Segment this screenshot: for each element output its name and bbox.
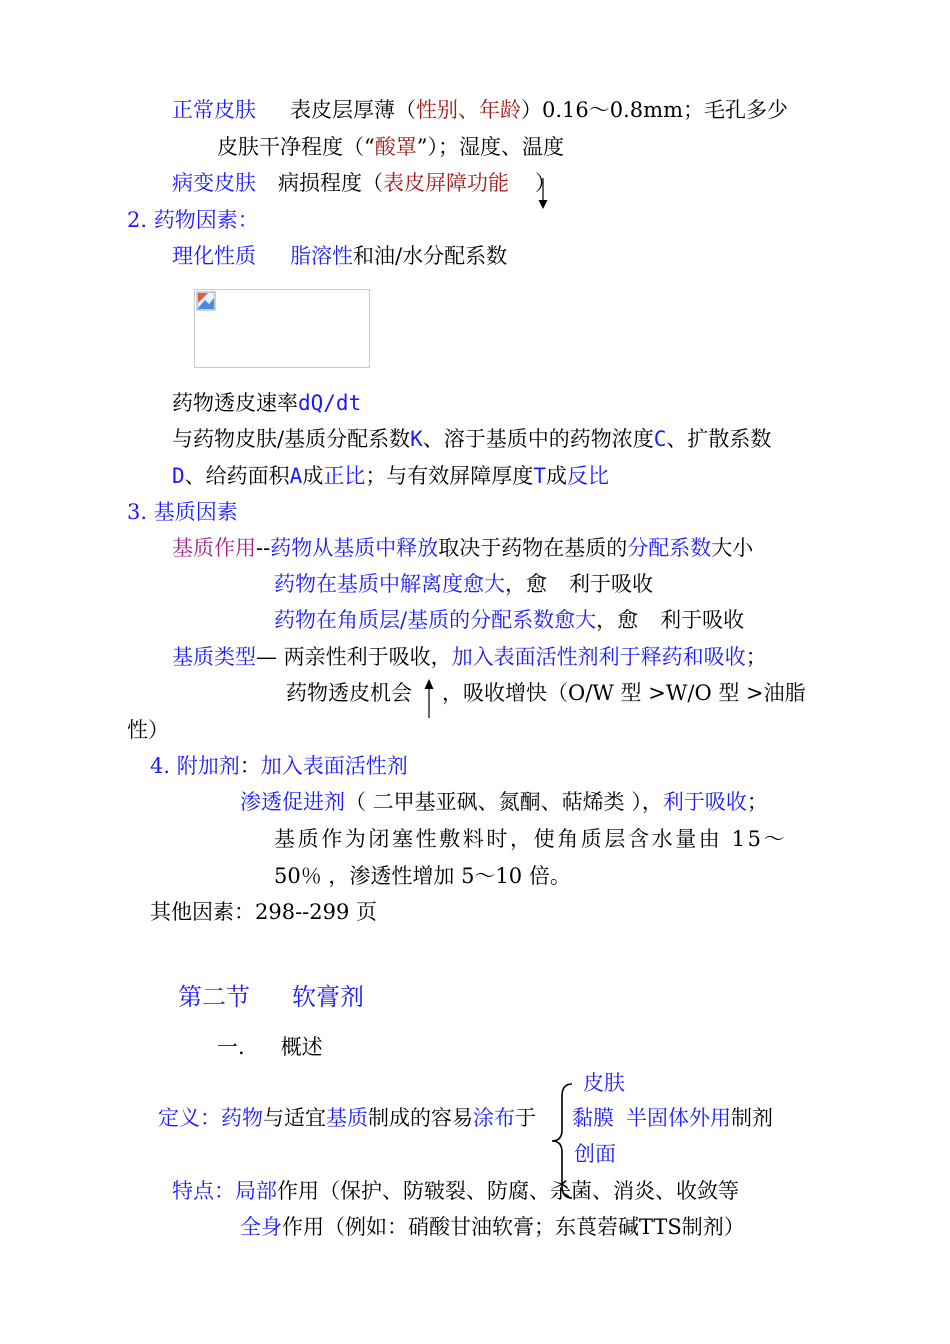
dash-text: -- <box>256 536 271 560</box>
line-base-type <box>172 647 767 668</box>
amphiphilic-text: — 两亲性利于吸收， <box>256 645 452 669</box>
add-surfactant-text: 加入表面活性剂 <box>260 754 408 778</box>
direct-proportion-text: 正比 <box>323 464 366 488</box>
symbol-c: C <box>653 427 667 451</box>
absorption-order-text: ，吸收增快（O/W 型 >W/O 型 >油脂 <box>442 681 806 705</box>
stratum-partition-text: 药物在角质层/基质的分配系数愈大 <box>274 608 597 632</box>
section-title: 软膏剂 <box>292 983 364 1011</box>
barrier-function-text: 表皮屏障功能 <box>383 171 509 195</box>
line-other-factors: 其他因素：298--299 页 <box>150 900 378 924</box>
systemic-text: 全身 <box>240 1215 282 1239</box>
line-proportionality <box>172 466 609 487</box>
lipophilicity-text: 脂溶性 <box>290 244 353 268</box>
epidermis-thickness-text: 表皮层厚薄（ <box>290 98 416 122</box>
line-additives <box>150 756 408 777</box>
heading-drug-factors: 2. 药物因素： <box>127 208 259 232</box>
barrier-thickness-text: ；与有效屏障厚度 <box>365 464 534 488</box>
overview-heading <box>217 1037 323 1058</box>
local-text: 局部 <box>235 1179 277 1203</box>
partition-coef-text: 分配系数 <box>627 536 712 560</box>
line-stratum-partition <box>274 610 744 631</box>
semicolon: ； <box>745 645 767 669</box>
line-xing: 性） <box>127 718 169 742</box>
drug-text: 药物 <box>221 1106 263 1130</box>
target-skin: 皮肤 <box>583 1071 625 1095</box>
symbol-d: D <box>172 464 185 488</box>
cheng-text-2: 成 <box>545 464 567 488</box>
inverse-proportion-text: 反比 <box>566 464 609 488</box>
acid-mantle-text: 酸罩 <box>374 135 417 159</box>
line-dissociation <box>274 574 653 595</box>
concentration-text: 、溶于基质中的药物浓度 <box>422 427 654 451</box>
apply-text: 涂布 <box>473 1106 515 1130</box>
surfactant-release-text: 加入表面活性剂利于释药和吸收 <box>451 645 746 669</box>
section-heading <box>178 985 364 1009</box>
line-systemic <box>240 1217 745 1238</box>
closing-paren: ） <box>535 171 556 195</box>
overview-number: 一. <box>217 1035 245 1059</box>
line-proportional-factors <box>172 429 771 450</box>
broken-image-placeholder <box>194 289 370 368</box>
overview-title: 概述 <box>280 1035 323 1059</box>
local-effects-text: 作用（保护、防皲裂、防腐、杀菌、消炎、收敛等 <box>277 1179 739 1203</box>
target-mucosa: 黏膜 <box>572 1106 614 1130</box>
partition-coefficient-text: 和油/水分配系数 <box>353 244 508 268</box>
line-diseased-skin <box>172 173 556 194</box>
label-diseased-skin: 病变皮肤 <box>172 171 256 195</box>
diffusion-text: 、扩散系数 <box>666 427 772 451</box>
line-permeation-chance <box>286 683 806 704</box>
lesion-degree-text: 病损程度（ <box>278 171 383 195</box>
cheng-text: 成 <box>302 464 324 488</box>
line-penetration-enhancer <box>240 792 768 813</box>
release-text: 药物从基质中释放 <box>270 536 439 560</box>
label-physicochemical: 理化性质 <box>172 244 256 268</box>
gender-age-text: 性别、年龄 <box>416 98 521 122</box>
label-definition: 定义： <box>158 1106 221 1130</box>
enhancer-list-text: （ 二甲基亚砜、氮酮、萜烯类 ）， <box>345 790 663 814</box>
area-text: 、给药面积 <box>184 464 290 488</box>
line-definition-right <box>572 1108 773 1129</box>
cleanliness-text: 皮肤干净程度（“ <box>217 135 375 159</box>
line-characteristics <box>172 1181 739 1202</box>
line-base-action <box>172 538 753 559</box>
section-number: 第二节 <box>178 983 250 1011</box>
semicolon-2: ； <box>746 790 768 814</box>
suitable-text: 与适宜 <box>263 1106 326 1130</box>
label-base-action: 基质作用 <box>172 536 256 560</box>
dissociation-text: 药物在基质中解离度愈大 <box>274 572 505 596</box>
symbol-a: A <box>289 464 303 488</box>
yu-text-2: ，愈 <box>596 608 639 632</box>
favor-absorption-text: 利于吸收 <box>662 790 747 814</box>
systemic-effects-text: 作用（例如：硝酸甘油软膏；东莨菪碱TTS制剂） <box>282 1215 745 1239</box>
base-text: 基质 <box>326 1106 368 1130</box>
size-text: 大小 <box>711 536 754 560</box>
permeation-rate-text: 药物透皮速率 <box>172 391 298 415</box>
line-permeability-increase: 50％ ，渗透性增加 5～10 倍。 <box>274 864 571 888</box>
partition-text: 与药物皮肤/基质分配系数 <box>172 427 411 451</box>
line-physicochemical <box>172 246 507 267</box>
semisolid-text: 半固体外用 <box>626 1106 731 1130</box>
chance-text: 药物透皮机会 <box>286 681 412 705</box>
yu-text: ，愈 <box>505 572 547 596</box>
label-normal-skin: 正常皮肤 <box>172 98 256 122</box>
label-base-type: 基质类型 <box>172 645 256 669</box>
symbol-k: K <box>410 427 423 451</box>
thickness-range-text: ）0.16～0.8mm；毛孔多少 <box>521 98 788 122</box>
line-normal-skin <box>172 100 788 121</box>
humidity-temperature-text: ”）；湿度、温度 <box>416 135 564 159</box>
up-arrow-icon <box>423 678 435 718</box>
line-permeation-rate <box>172 393 361 414</box>
preparation-text: 制剂 <box>731 1106 773 1130</box>
line-definition <box>158 1108 536 1129</box>
colon: ： <box>239 754 261 778</box>
line-occlusive: 基质作为闭塞性敷料时，使角质层含水量由 15～ <box>274 827 788 851</box>
line-skin-cleanliness <box>217 137 564 158</box>
absorption-text-2: 利于吸收 <box>660 608 745 632</box>
heading-base-factors: 3. 基质因素 <box>127 500 238 524</box>
yu-to-text: 于 <box>515 1106 536 1130</box>
label-penetration-enhancer: 渗透促进剂 <box>240 790 345 814</box>
down-arrow-icon <box>537 178 549 210</box>
label-characteristics: 特点： <box>172 1179 235 1203</box>
symbol-t: T <box>533 464 546 488</box>
easy-text: 制成的容易 <box>368 1106 473 1130</box>
depends-text: 取决于药物在基质的 <box>438 536 628 560</box>
broken-image-icon <box>196 291 216 311</box>
absorption-text: 利于吸收 <box>569 572 653 596</box>
target-wound: 创面 <box>574 1142 616 1166</box>
dq-dt-text: dQ/dt <box>298 391 362 415</box>
heading-additives: 4. 附加剂 <box>150 754 240 778</box>
